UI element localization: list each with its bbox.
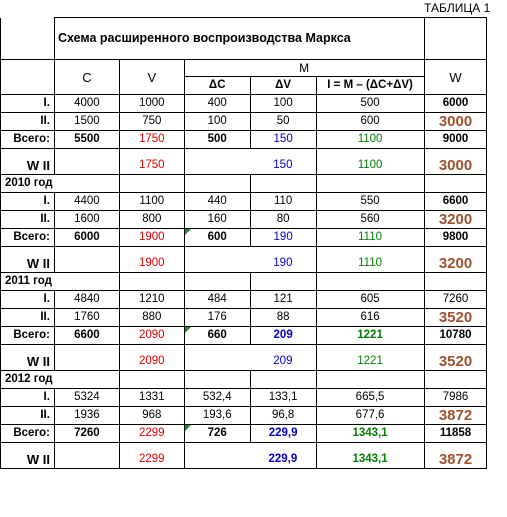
- table-row: II. 1760 880 176 88 616 3520: [1, 309, 507, 327]
- year-2011: 2011 год: [1, 273, 120, 291]
- table-row: I. 5324 1331 532,4 133,1 665,5 7986: [1, 389, 507, 407]
- table-row: W II 1750 150 1100 3000: [1, 157, 507, 175]
- table-row: II. 1936 968 193,6 96,8 677,6 3872: [1, 407, 507, 425]
- table-row: II. 1500 750 100 50 600 3000: [1, 113, 507, 131]
- table-row: I. 4400 1100 440 110 550 6600: [1, 193, 507, 211]
- header-c: C: [54, 60, 119, 95]
- header-m: M: [184, 60, 424, 77]
- table-row: Всего: 6000 1900 600 190 1110 9800: [1, 229, 507, 247]
- header-dv: ΔV: [250, 77, 316, 95]
- table-row: Всего: 5500 1750 500 150 1100 9000: [1, 131, 507, 149]
- table-title: Схема расширенного воспроизводства Маркса: [54, 18, 424, 60]
- table-row: II. 1600 800 160 80 560 3200: [1, 211, 507, 229]
- year-2012: 2012 год: [1, 371, 120, 389]
- header-v: V: [119, 60, 184, 95]
- table-row: W II 2299 229,9 1343,1 3872: [1, 451, 507, 469]
- header-w: W: [424, 60, 487, 95]
- table-row: Всего: 6600 2090 660 209 1221 10780: [1, 327, 507, 345]
- table-row: Всего: 7260 2299 726 229,9 1343,1 11858: [1, 425, 507, 443]
- header-i: I = M – (ΔC+ΔV): [316, 77, 424, 95]
- table-row: I. 4000 1000 400 100 500 6000: [1, 95, 507, 113]
- table-row: W II 1900 190 1110 3200: [1, 255, 507, 273]
- header-dc: ΔC: [184, 77, 250, 95]
- year-2010: 2010 год: [1, 175, 120, 193]
- table-label: ТАБЛИЦА 1: [424, 1, 491, 15]
- table-row: W II 2090 209 1221 3520: [1, 353, 507, 371]
- table-row: I. 4840 1210 484 121 605 7260: [1, 291, 507, 309]
